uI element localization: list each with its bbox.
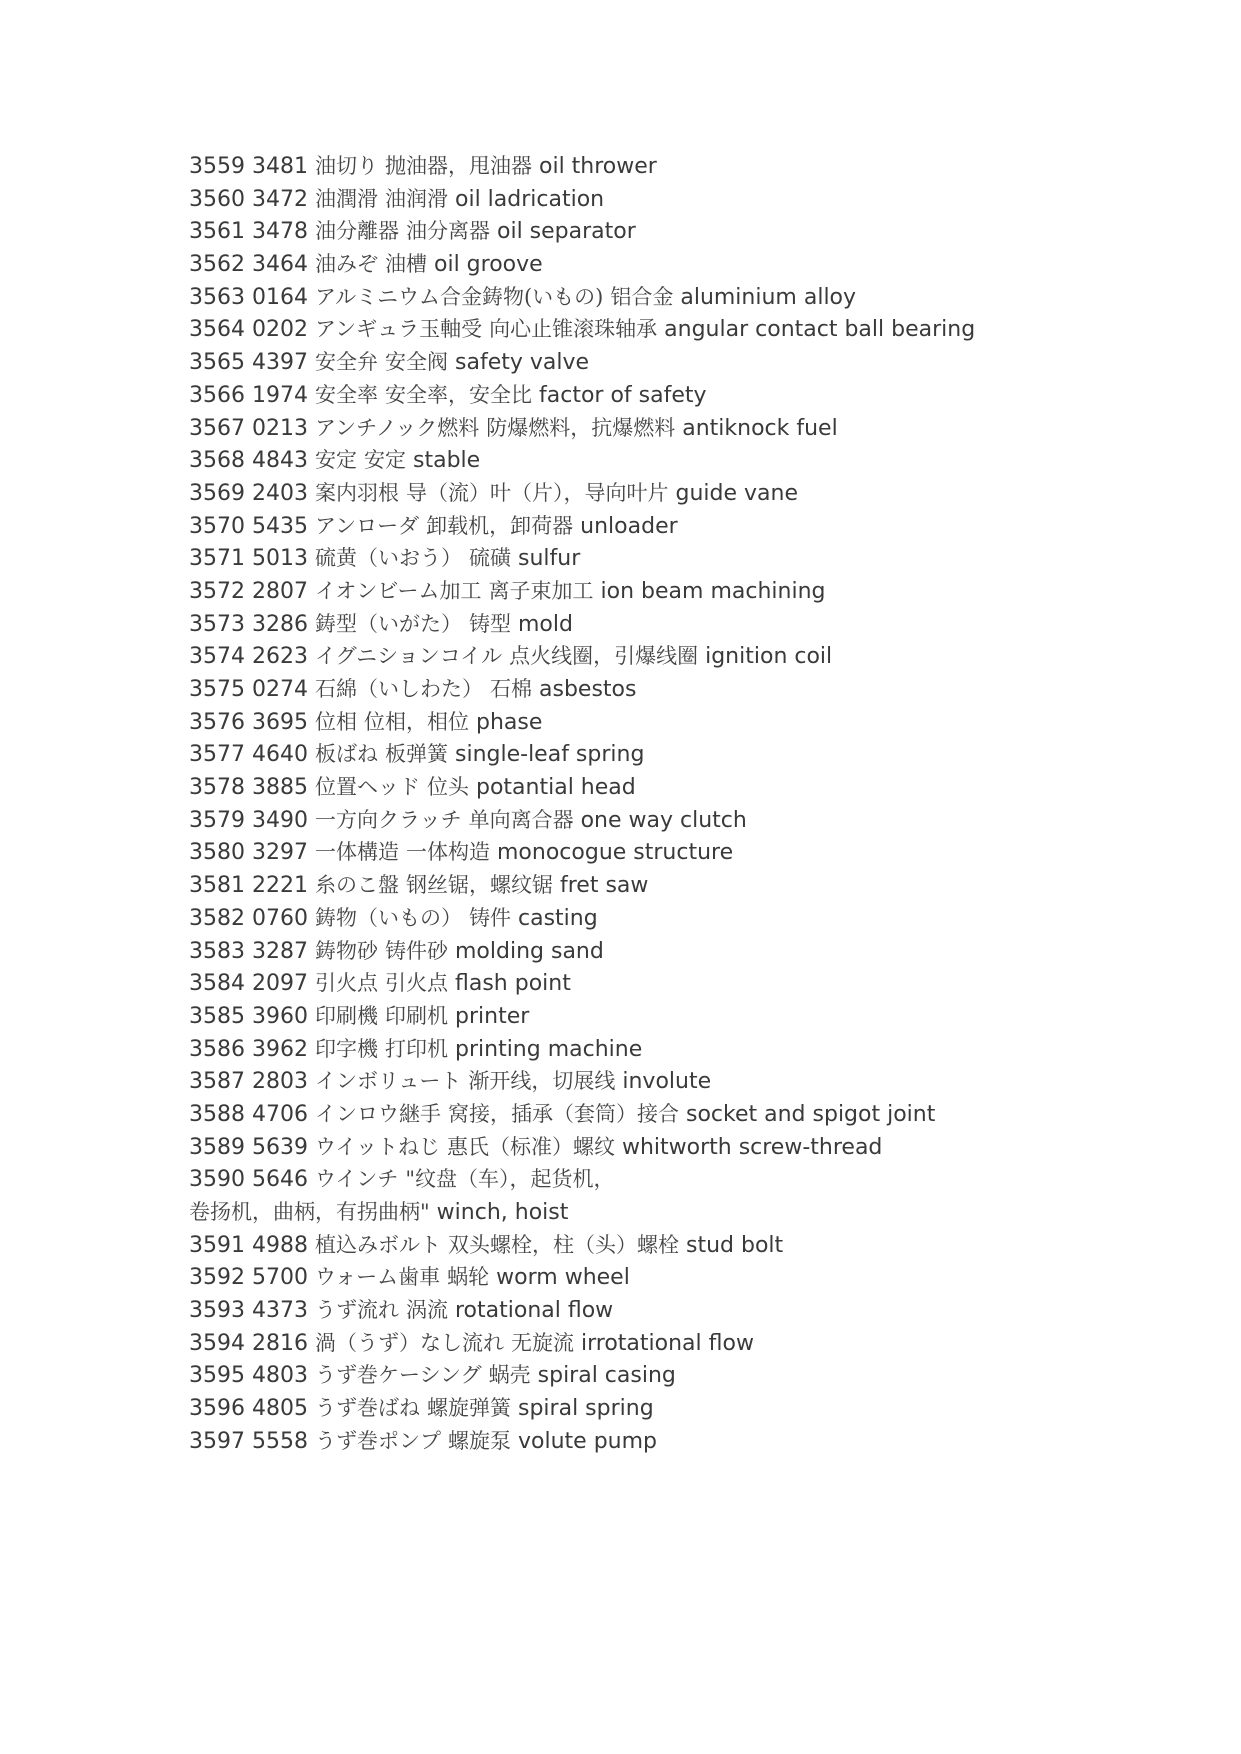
entry-code: 4805 — [252, 1396, 308, 1422]
japanese-term: 案内羽根 — [315, 480, 399, 505]
japanese-term: 引火点 — [315, 971, 378, 996]
entry-code: 5646 — [252, 1167, 308, 1193]
glossary-entry — [189, 281, 1189, 314]
entry-number: 3560 — [189, 186, 245, 212]
chinese-term: 卷扬机，曲柄，有拐曲柄" — [189, 1200, 430, 1224]
entry-code: 2097 — [252, 971, 308, 997]
entry-code: 0164 — [252, 284, 308, 310]
chinese-term: 抛油器，甩油器 — [385, 154, 532, 178]
entry-code: 3885 — [252, 775, 308, 801]
entry-number: 3572 — [189, 578, 245, 604]
glossary-entry — [189, 804, 1189, 837]
entry-code: 2623 — [252, 644, 308, 670]
glossary-entry — [189, 1033, 1189, 1066]
chinese-term: 涡流 — [406, 1298, 448, 1323]
chinese-term: 铸型 — [469, 611, 511, 636]
entry-number: 3562 — [189, 252, 245, 278]
english-term: ion beam machining — [600, 578, 826, 604]
entry-number: 3569 — [189, 480, 245, 506]
chinese-term: 蜗轮 — [447, 1265, 490, 1290]
entry-code: 2803 — [252, 1069, 308, 1095]
japanese-term: 安定 — [315, 448, 357, 473]
chinese-term: 铸件 — [469, 905, 511, 930]
entry-number: 3594 — [189, 1330, 245, 1356]
japanese-term: インボリュート — [315, 1069, 462, 1094]
entry-code: 4397 — [252, 350, 308, 376]
chinese-term: 渐开线，切展线 — [468, 1069, 616, 1094]
english-term: single-leaf spring — [455, 742, 645, 768]
glossary-entry — [189, 967, 1189, 1000]
chinese-term: 窝接，插承（套筒）接合 — [448, 1101, 679, 1126]
glossary-entry — [189, 673, 1189, 706]
japanese-term: 一体構造 — [315, 840, 399, 865]
english-term: potantial head — [476, 775, 636, 801]
japanese-term: 安全弁 — [315, 350, 378, 375]
english-term: worm wheel — [496, 1265, 630, 1291]
japanese-term: 安全率 — [315, 382, 378, 407]
japanese-term: 位相 — [315, 709, 357, 734]
entry-number: 3597 — [189, 1428, 245, 1454]
entry-code: 3478 — [252, 219, 308, 245]
chinese-term: 卸载机，卸荷器 — [426, 513, 574, 538]
entry-code: 3286 — [252, 611, 308, 637]
entry-number: 3588 — [189, 1101, 245, 1127]
english-term: monocogue structure — [497, 840, 734, 866]
entry-number: 3592 — [189, 1265, 245, 1291]
entry-code: 2816 — [252, 1330, 308, 1356]
entry-number: 3567 — [189, 415, 245, 441]
glossary-entry — [189, 1359, 1189, 1392]
english-term: oil separator — [497, 219, 636, 245]
entry-code: 4373 — [252, 1298, 308, 1324]
chinese-term: 螺旋泵 — [448, 1428, 511, 1453]
chinese-term: 点火线圈，引爆线圈 — [509, 644, 699, 669]
glossary-entry — [189, 150, 1189, 183]
chinese-term: 安全率，安全比 — [385, 382, 532, 407]
chinese-term: "纹盘（车），起货机， — [405, 1167, 615, 1192]
english-term: oil groove — [434, 252, 543, 278]
english-term: casting — [518, 905, 598, 931]
japanese-term: うず巻ばね — [315, 1396, 420, 1421]
chinese-term: 蜗壳 — [488, 1363, 531, 1388]
japanese-term: 鋳物（いもの） — [315, 905, 462, 930]
chinese-term: 单向离合器 — [468, 807, 574, 832]
entry-number: 3559 — [189, 154, 245, 179]
glossary-list — [189, 150, 1189, 1458]
english-term: sulfur — [518, 546, 581, 572]
entry-number: 3589 — [189, 1134, 245, 1160]
english-term: printing machine — [455, 1036, 643, 1062]
chinese-term: 一体构造 — [406, 840, 490, 865]
glossary-entry — [189, 608, 1189, 641]
chinese-term: 铸件砂 — [385, 938, 448, 963]
chinese-term: 导（流）叶（片），导向叶片 — [406, 480, 669, 505]
english-term: ignition coil — [705, 644, 833, 670]
japanese-term: 渦（うず）なし流れ — [315, 1330, 504, 1355]
entry-code: 0760 — [252, 905, 308, 931]
entry-number: 3587 — [189, 1069, 245, 1095]
japanese-term: うず巻ポンプ — [315, 1428, 441, 1453]
english-term: oil ladrication — [455, 186, 605, 212]
japanese-term: 油切り — [315, 154, 378, 178]
english-term: one way clutch — [580, 807, 747, 833]
glossary-entry — [189, 771, 1189, 804]
english-term: oil thrower — [539, 154, 657, 179]
entry-code: 4706 — [252, 1101, 308, 1127]
japanese-term: うず巻ケーシング — [315, 1363, 482, 1388]
entry-code: 5013 — [252, 546, 308, 572]
chinese-term: 安全阀 — [385, 350, 448, 375]
english-term: spiral spring — [518, 1396, 654, 1422]
chinese-term: 位头 — [427, 775, 469, 800]
chinese-term: 印刷机 — [385, 1003, 448, 1028]
english-term: rotational flow — [455, 1298, 614, 1324]
glossary-entry — [189, 902, 1189, 935]
glossary-entry — [189, 1392, 1189, 1425]
english-term: involute — [622, 1069, 712, 1095]
chinese-term: 板弹簧 — [385, 742, 448, 767]
glossary-entry — [189, 379, 1189, 412]
entry-number: 3575 — [189, 677, 245, 702]
entry-number: 3571 — [189, 546, 245, 572]
english-term: volute pump — [518, 1428, 657, 1454]
glossary-entry — [189, 215, 1189, 248]
entry-number: 3564 — [189, 317, 245, 343]
chinese-term: 螺旋弹簧 — [427, 1396, 511, 1421]
english-term: guide vane — [675, 480, 798, 506]
entry-number: 3590 — [189, 1167, 245, 1193]
glossary-entry — [189, 1425, 1189, 1458]
entry-number: 3570 — [189, 513, 245, 539]
glossary-entry — [189, 935, 1189, 968]
english-term: spiral casing — [537, 1363, 676, 1389]
entry-code: 3287 — [252, 938, 308, 964]
japanese-term: アンローダ — [315, 513, 420, 538]
japanese-term: イグニションコイル — [315, 644, 503, 669]
english-term: angular contact ball bearing — [664, 317, 976, 343]
chinese-term: 油润滑 — [385, 186, 448, 211]
entry-number: 3563 — [189, 284, 245, 310]
entry-number: 3568 — [189, 448, 245, 474]
entry-number: 3566 — [189, 382, 245, 408]
chinese-term: 引火点 — [385, 971, 448, 996]
japanese-term: 一方向クラッチ — [315, 807, 462, 832]
japanese-term: イオンビーム加工 — [315, 578, 482, 603]
chinese-term: 防爆燃料，抗爆燃料 — [486, 415, 676, 440]
japanese-term: 板ばね — [315, 742, 378, 767]
entry-number: 3580 — [189, 840, 245, 866]
japanese-term: 鋳物砂 — [315, 938, 378, 963]
chinese-term: 向心止锥滚珠轴承 — [489, 317, 658, 342]
japanese-term: うず流れ — [315, 1298, 399, 1323]
english-term: stable — [413, 448, 481, 474]
entry-number: 3583 — [189, 938, 245, 964]
japanese-term: 植込みボルト — [315, 1232, 441, 1257]
chinese-term: 铝合金 — [610, 284, 674, 309]
english-term: molding sand — [455, 938, 604, 964]
japanese-term: ウインチ — [315, 1167, 399, 1192]
entry-number: 3574 — [189, 644, 245, 670]
glossary-entry — [189, 542, 1189, 575]
japanese-term: 硫黄（いおう） — [315, 546, 462, 571]
english-term: aluminium alloy — [680, 284, 857, 310]
entry-code: 5639 — [252, 1134, 308, 1160]
entry-number: 3591 — [189, 1232, 245, 1258]
chinese-term: 油分离器 — [406, 219, 490, 244]
entry-code: 4843 — [252, 448, 308, 474]
entry-number: 3584 — [189, 971, 245, 997]
english-term: antiknock fuel — [682, 415, 838, 441]
entry-code: 4640 — [252, 742, 308, 768]
japanese-term: 鋳型（いがた） — [315, 611, 462, 636]
entry-code: 0213 — [252, 415, 308, 441]
glossary-entry — [189, 640, 1189, 673]
entry-number: 3593 — [189, 1298, 245, 1324]
english-term: printer — [455, 1003, 530, 1029]
english-term: flash point — [455, 971, 571, 997]
entry-number: 3582 — [189, 905, 245, 931]
entry-code: 4803 — [252, 1363, 308, 1389]
glossary-entry — [189, 1098, 1189, 1131]
entry-number: 3581 — [189, 873, 245, 899]
chinese-term: 双头螺栓，柱（头）螺栓 — [448, 1232, 679, 1257]
glossary-entry — [189, 477, 1189, 510]
entry-number: 3565 — [189, 350, 245, 376]
entry-number: 3596 — [189, 1396, 245, 1422]
glossary-entry — [189, 1196, 1189, 1229]
glossary-entry — [189, 706, 1189, 739]
japanese-term: インロウ継手 — [315, 1101, 441, 1126]
english-term: fret saw — [560, 873, 649, 899]
chinese-term: 钢丝锯，螺纹锯 — [406, 873, 553, 898]
japanese-term: 位置ヘッド — [315, 775, 420, 800]
entry-code: 2221 — [252, 873, 308, 899]
glossary-entry — [189, 575, 1189, 608]
glossary-entry — [189, 248, 1189, 281]
english-term: mold — [518, 611, 573, 637]
glossary-entry — [189, 510, 1189, 543]
entry-number: 3586 — [189, 1036, 245, 1062]
glossary-entry — [189, 836, 1189, 869]
japanese-term: 石綿（いしわた） — [315, 677, 483, 701]
glossary-entry — [189, 1261, 1189, 1294]
english-term: winch, hoist — [436, 1200, 569, 1225]
english-term: factor of safety — [539, 382, 707, 408]
chinese-term: 石棉 — [490, 677, 532, 701]
english-term: phase — [476, 709, 543, 735]
entry-number: 3578 — [189, 775, 245, 801]
japanese-term: 油分離器 — [315, 219, 399, 244]
entry-code: 2807 — [252, 578, 308, 604]
entry-code: 3481 — [252, 154, 308, 179]
chinese-term: 安定 — [364, 448, 406, 473]
glossary-entry — [189, 346, 1189, 379]
entry-code: 4988 — [252, 1232, 308, 1258]
japanese-term: アンチノック燃料 — [315, 415, 480, 440]
english-term: unloader — [580, 513, 678, 539]
english-term: asbestos — [539, 677, 637, 702]
entry-code: 5700 — [252, 1265, 308, 1291]
english-term: whitworth screw-thread — [621, 1134, 883, 1160]
chinese-term: 硫磺 — [469, 546, 511, 571]
entry-code: 3490 — [252, 807, 308, 833]
japanese-term: 印字機 — [315, 1036, 378, 1061]
entry-code: 1974 — [252, 382, 308, 408]
entry-code: 3297 — [252, 840, 308, 866]
english-term: irrotational flow — [581, 1330, 754, 1356]
english-term: socket and spigot joint — [686, 1101, 936, 1127]
japanese-term: ウイットねじ — [315, 1134, 440, 1159]
entry-code: 5558 — [252, 1428, 308, 1454]
glossary-entry — [189, 1000, 1189, 1033]
glossary-entry — [189, 1294, 1189, 1327]
entry-code: 3472 — [252, 186, 308, 212]
japanese-term: 印刷機 — [315, 1003, 378, 1028]
entry-code: 2403 — [252, 480, 308, 506]
entry-number: 3577 — [189, 742, 245, 768]
entry-code: 0202 — [252, 317, 308, 343]
japanese-term: 油潤滑 — [315, 186, 378, 211]
entry-code: 3962 — [252, 1036, 308, 1062]
english-term: stud bolt — [686, 1232, 784, 1258]
chinese-term: 打印机 — [385, 1036, 448, 1061]
entry-code: 3464 — [252, 252, 308, 278]
glossary-entry — [189, 738, 1189, 771]
entry-number: 3576 — [189, 709, 245, 735]
english-term: safety valve — [455, 350, 590, 376]
chinese-term: 无旋流 — [511, 1330, 574, 1355]
entry-code: 5435 — [252, 513, 308, 539]
entry-code: 3695 — [252, 709, 308, 735]
glossary-entry — [189, 444, 1189, 477]
entry-number: 3561 — [189, 219, 245, 245]
glossary-entry — [189, 1065, 1189, 1098]
glossary-entry — [189, 412, 1189, 445]
japanese-term: ウォーム歯車 — [315, 1265, 441, 1290]
chinese-term: 位相，相位 — [364, 709, 469, 734]
glossary-entry — [189, 1327, 1189, 1360]
entry-code: 3960 — [252, 1003, 308, 1029]
glossary-entry — [189, 869, 1189, 902]
entry-code: 0274 — [252, 677, 308, 702]
chinese-term: 离子束加工 — [488, 578, 594, 603]
chinese-term: 油槽 — [385, 252, 427, 277]
entry-number: 3573 — [189, 611, 245, 637]
glossary-entry — [189, 1131, 1189, 1164]
entry-number: 3595 — [189, 1363, 245, 1389]
glossary-entry — [189, 183, 1189, 216]
japanese-term: アルミニウム合金鋳物(いもの) — [315, 284, 604, 309]
entry-number: 3579 — [189, 807, 245, 833]
glossary-entry — [189, 313, 1189, 346]
japanese-term: 糸のこ盤 — [315, 873, 399, 898]
japanese-term: アンギュラ玉軸受 — [315, 317, 483, 342]
glossary-entry — [189, 1229, 1189, 1262]
japanese-term: 油みぞ — [315, 252, 378, 277]
glossary-entry — [189, 1163, 1189, 1196]
entry-number: 3585 — [189, 1003, 245, 1029]
chinese-term: 惠氏（标准）螺纹 — [446, 1134, 615, 1159]
